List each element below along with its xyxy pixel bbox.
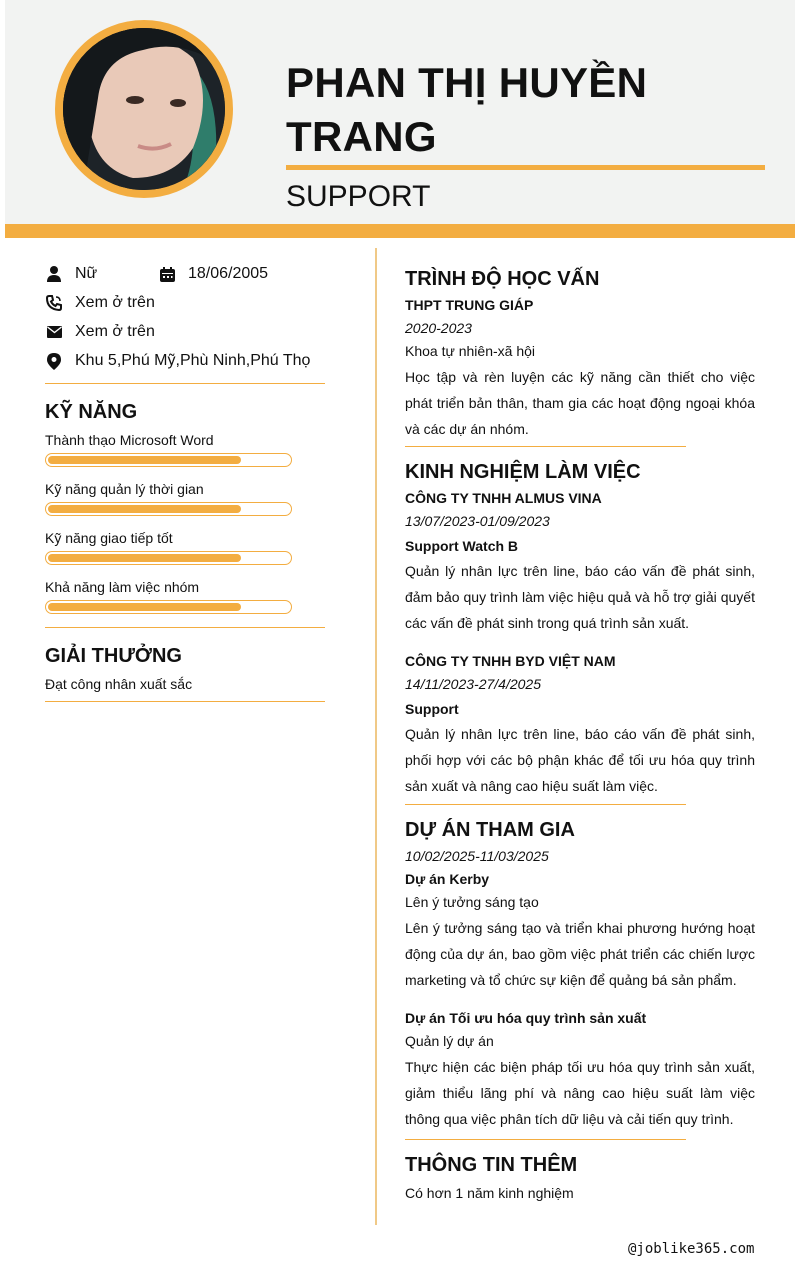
email-row <box>45 321 155 343</box>
skill-bar <box>45 600 292 614</box>
education-section <box>405 266 755 442</box>
calendar-icon <box>158 265 176 283</box>
education-major: Khoa tự nhiên-xã hội <box>405 343 536 359</box>
job-description: Quản lý nhân lực trên line, báo cáo vấn đề phát sinh, phối hợp với các bộ phận khác để tối ưu hóa quy trình sản xuất và nâng cao hiệu suất làm việc. <box>405 726 755 794</box>
skill-bar-fill <box>48 505 241 513</box>
project-description: Lên ý tưởng sáng tạo và triển khai phương hướng hoạt động của dự án, bao gồm việc phát triển các chiến lược marketing và tổ chức sự kiện để quảng bá sản phẩm. <box>405 920 755 988</box>
birthdate-row <box>158 263 268 285</box>
job-position: Support Watch B <box>405 538 519 554</box>
award-item: Đạt công nhân xuất sắc <box>45 676 193 692</box>
phone-value: Xem ở trên <box>75 294 155 311</box>
project-period: 10/02/2025-11/03/2025 <box>405 848 549 864</box>
skill-label: Khả năng làm việc nhóm <box>45 579 200 595</box>
skill-bar-fill <box>48 603 241 611</box>
divider <box>405 446 686 447</box>
gender-value: Nữ <box>75 265 98 282</box>
address-row <box>45 350 310 372</box>
project-description: Thực hiện các biện pháp tối ưu hóa quy trình sản xuất, giảm thiểu lãng phí và nâng cao hiệu suất làm việc thông qua việc phân tích dữ liệu và cải tiến quy trình. <box>405 1059 755 1127</box>
email-value: Xem ở trên <box>75 323 155 340</box>
envelope-icon <box>45 323 63 341</box>
avatar-photo <box>63 28 225 190</box>
skill-bar <box>45 453 292 467</box>
education-description: Học tập và rèn luyện các kỹ năng cần thiết cho việc phát triển bản thân, tham gia các hoạt động ngoại khóa và các dự án nhóm. <box>405 369 755 437</box>
phone-icon <box>45 294 63 312</box>
skill-bar <box>45 551 292 565</box>
divider <box>45 627 325 628</box>
skill-bar-fill <box>48 456 241 464</box>
name-underline <box>286 165 765 170</box>
job-description: Quản lý nhân lực trên line, báo cáo vấn đề phát sinh, đảm bảo quy trình làm việc hiệu quả và hỗ trợ giải quyết các vấn đề phát sinh trong quá trình sản xuất. <box>405 563 755 631</box>
skills-title: KỸ NĂNG <box>45 401 138 423</box>
user-icon <box>45 265 63 283</box>
avatar <box>55 20 233 198</box>
company-name: CÔNG TY TNHH BYD VIỆT NAM <box>405 653 616 669</box>
skill-label: Kỹ năng quản lý thời gian <box>45 481 204 497</box>
projects-title: DỰ ÁN THAM GIA <box>405 819 575 841</box>
awards-title: GIẢI THƯỞNG <box>45 645 182 667</box>
divider <box>405 1139 686 1140</box>
divider <box>45 701 325 702</box>
job-period: 14/11/2023-27/4/2025 <box>405 676 541 692</box>
project-role: Lên ý tưởng sáng tạo <box>405 894 539 910</box>
candidate-name: PHAN THỊ HUYỀN TRANG <box>286 59 648 160</box>
location-pin-icon <box>45 352 63 370</box>
gender-row <box>45 263 97 285</box>
experience-title: KINH NGHIỆM LÀM VIỆC <box>405 461 641 483</box>
birthdate-value: 18/06/2005 <box>188 265 269 282</box>
projects-section <box>405 817 755 1132</box>
job-title: SUPPORT <box>286 180 431 213</box>
header-accent-bar <box>5 224 795 238</box>
project-name: Dự án Tối ưu hóa quy trình sản xuất <box>405 1010 647 1026</box>
job-period: 13/07/2023-01/09/2023 <box>405 513 550 529</box>
address-value: Khu 5,Phú Mỹ,Phù Ninh,Phú Thọ <box>75 352 311 369</box>
watermark: @joblike365.com <box>628 1241 755 1257</box>
education-period: 2020-2023 <box>405 320 472 336</box>
job-position: Support <box>405 701 459 717</box>
experience-section <box>405 459 755 799</box>
skill-label: Kỹ năng giao tiếp tốt <box>45 530 173 546</box>
phone-row <box>45 292 155 314</box>
divider <box>45 383 325 384</box>
skill-bar-fill <box>48 554 241 562</box>
divider <box>405 804 686 805</box>
school-name: THPT TRUNG GIÁP <box>405 297 534 313</box>
extra-title: THÔNG TIN THÊM <box>405 1154 578 1176</box>
skill-label: Thành thạo Microsoft Word <box>45 432 214 448</box>
column-divider <box>375 248 377 1225</box>
education-title: TRÌNH ĐỘ HỌC VẤN <box>405 268 600 290</box>
project-name: Dự án Kerby <box>405 871 490 887</box>
skill-bar <box>45 502 292 516</box>
company-name: CÔNG TY TNHH ALMUS VINA <box>405 490 602 506</box>
project-role: Quản lý dự án <box>405 1033 494 1049</box>
extra-section <box>405 1152 755 1206</box>
extra-text: Có hơn 1 năm kinh nghiệm <box>405 1185 574 1201</box>
